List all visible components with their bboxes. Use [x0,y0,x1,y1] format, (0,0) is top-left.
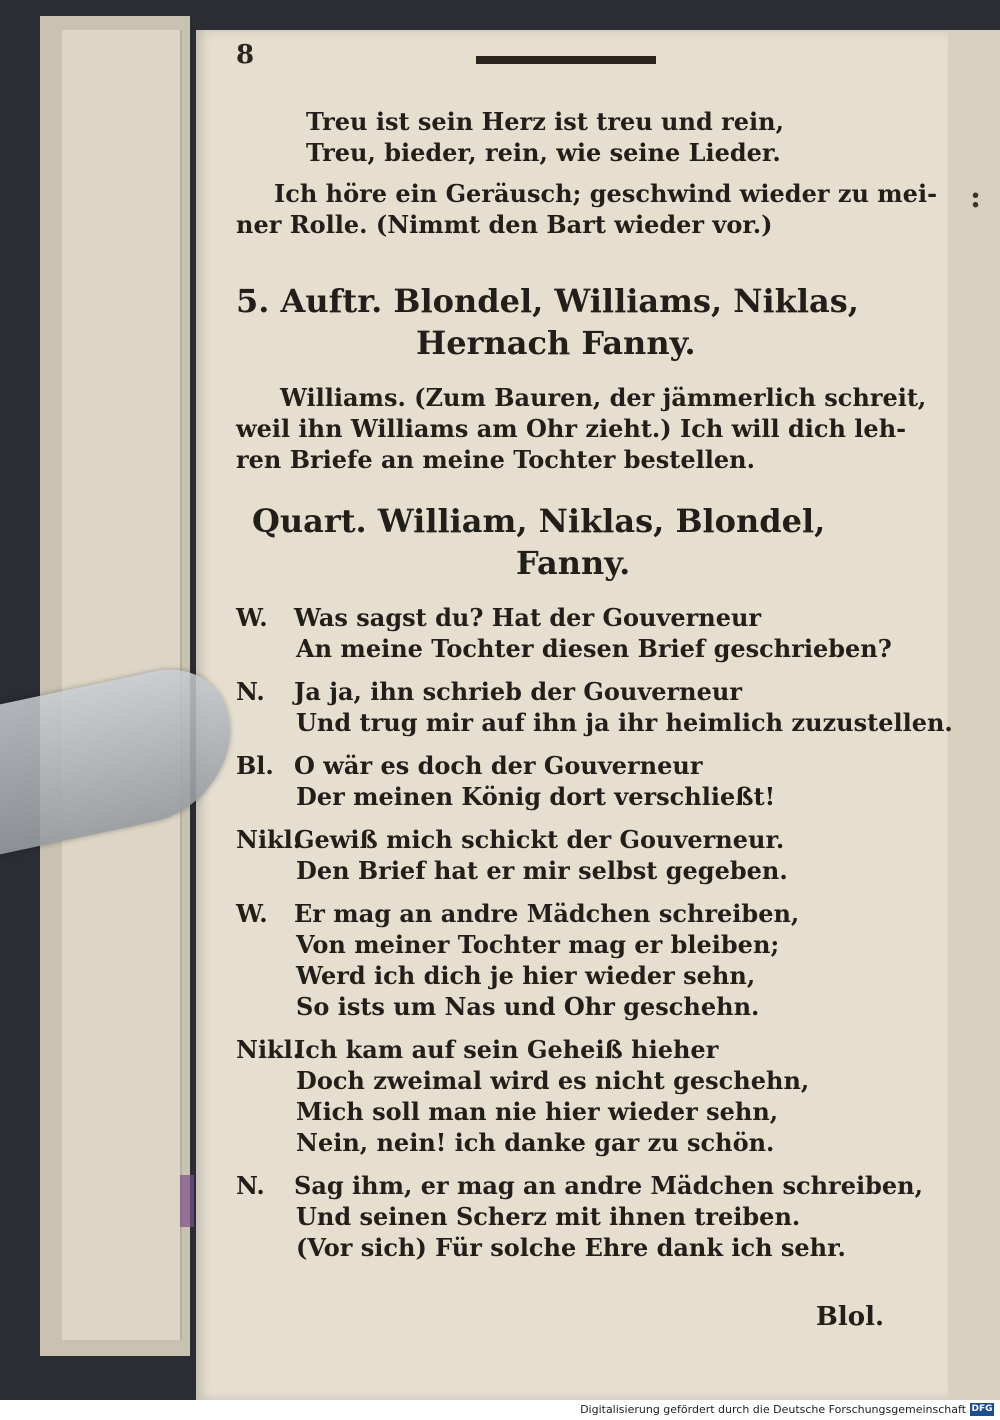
next-page-edge: : [948,30,1000,1400]
verse-line: Er mag an andre Mädchen schreiben, [294,899,800,928]
dialogue-entry [236,676,953,738]
heading-line: Hernach Fanny. [416,324,696,362]
footer-credit: Digitalisierung gefördert durch die Deutsche Forschungsgemeinschaft [580,1403,966,1416]
verse-line: Mich soll man nie hier wieder sehn, [296,1097,779,1126]
stage-direction [236,178,938,240]
quartet-heading [236,500,896,584]
text-line: Ich höre ein Geräusch; geschwind wieder zu mei- [274,179,938,208]
speaker-label: Bl. [236,751,274,780]
speaker-label: Nikl. [236,1035,302,1064]
intro-verse [236,106,896,168]
verse-line: Gewiß mich schickt der Gouverneur. [294,825,785,854]
speaker-label: N. [236,677,265,706]
dialogue-entry [236,750,896,812]
heading-line: Fanny. [516,544,631,582]
footer-bar [0,1400,1000,1420]
library-stamp [180,1175,194,1227]
verse-line: Ja ja, ihn schrieb der Gouverneur [294,677,742,706]
williams-speech [236,382,927,475]
dialogue-entry [236,1034,896,1158]
verse-line: O wär es doch der Gouverneur [294,751,703,780]
catchword: Blol. [815,1302,884,1332]
heading-line: Quart. William, Niklas, Blondel, [252,502,826,540]
verse-line: Was sagst du? Hat der Gouverneur [294,603,762,632]
verse-line: Und seinen Scherz mit ihnen treiben. [296,1202,801,1231]
heading-line: 5. Auftr. Blondel, Williams, Niklas, [236,282,859,320]
verse-line: Sag ihm, er mag an andre Mädchen schreiben, [294,1171,923,1200]
verse-line: Doch zweimal wird es nicht geschehn, [296,1066,810,1095]
verse-line: So ists um Nas und Ohr geschehn. [296,992,760,1021]
verse-line: An meine Tochter diesen Brief geschrieben? [296,634,892,663]
verse-line: Und trug mir auf ihn ja ihr heimlich zuzustellen. [296,708,953,737]
dialogue-entry [236,824,896,886]
dialogue-entry [236,898,896,1022]
dialogue [236,602,953,1263]
verse-line: Den Brief hat er mir selbst gegeben. [296,856,788,885]
verse-line: Der meinen König dort verschließt! [296,782,776,811]
text-line: Treu ist sein Herz ist treu und rein, [306,107,784,136]
text-line: ren Briefe an meine Tochter bestellen. [236,445,755,474]
book-page [196,30,953,1400]
speaker-label: Nikl. [236,825,302,854]
speaker-label: W. [236,603,268,632]
verse-line: Nein, nein! ich danke gar zu schön. [296,1128,775,1157]
verse-line: Werd ich dich je hier wieder sehn, [296,961,756,990]
verse-line: Von meiner Tochter mag er bleiben; [296,930,780,959]
verse-line: Ich kam auf sein Geheiß hieher [294,1035,719,1064]
text-line: weil ihn Williams am Ohr zieht.) Ich will dich leh- [236,414,907,443]
dfg-logo-icon: DFG [971,1404,993,1414]
scene-heading [236,280,896,364]
dialogue-entry [236,1170,923,1263]
verse-line: (Vor sich) Für solche Ehre dank ich sehr. [296,1233,846,1262]
dialogue-entry [236,602,896,664]
speaker-label: N. [236,1171,265,1200]
text-line: Treu, bieder, rein, wie seine Lieder. [306,138,781,167]
speaker-label: W. [236,899,268,928]
page-number: 8 [236,40,255,70]
header-rule [476,56,656,64]
text-line: ner Rolle. (Nimmt den Bart wieder vor.) [236,210,773,239]
text-line: Williams. (Zum Bauren, der jämmerlich schreit, [280,383,927,412]
